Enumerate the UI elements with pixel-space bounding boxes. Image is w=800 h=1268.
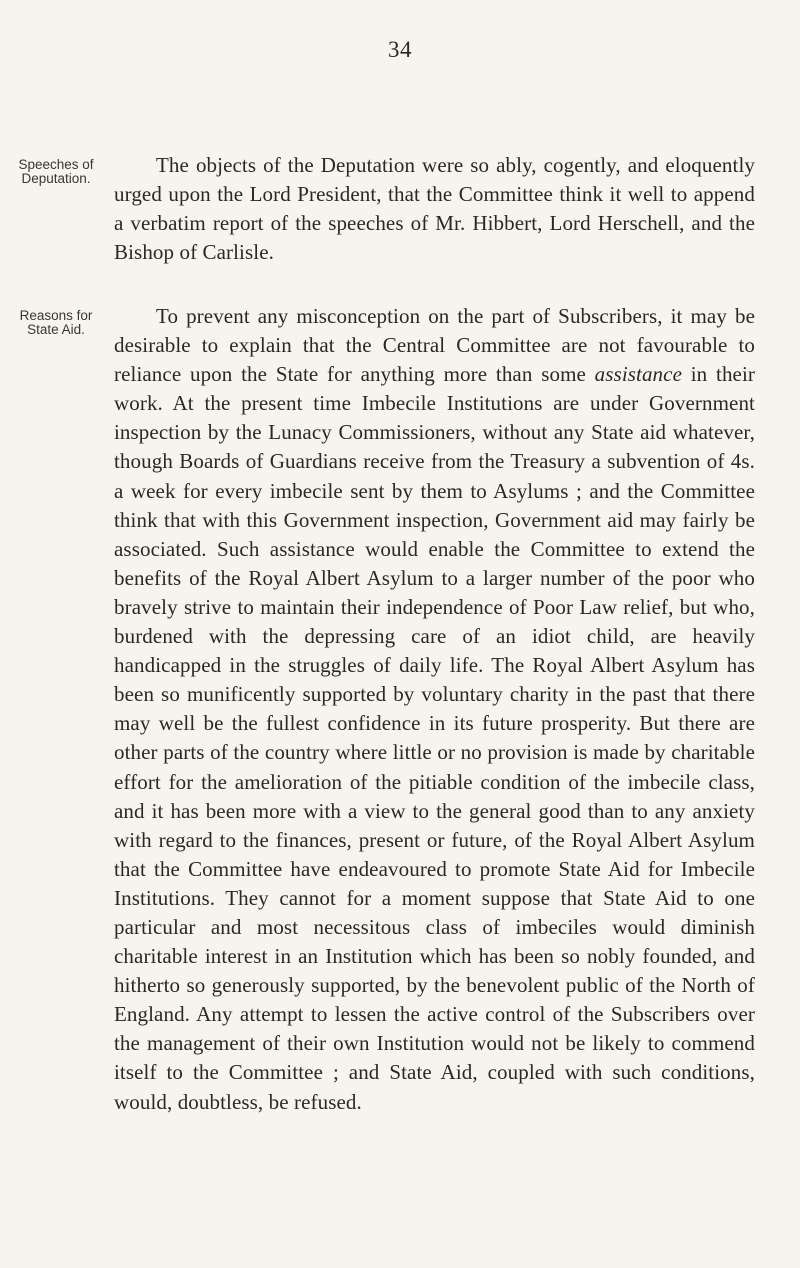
sidenote-line: Deputation. xyxy=(21,171,91,186)
paragraph-text-before: To prevent any misconception on the part of Subscribers, it may be desirable to explain that the Central Committee are not favourable to reliance upon the State for anything more than some xyxy=(114,304,755,387)
page-number: 34 xyxy=(388,37,412,62)
paragraph-speeches-of-deputation: The objects of the Deputation were so ably, cogently, and eloquently urged upon the Lord President, that the Committee think it well to append a verbatim report of the speeches of Mr. Hibbert, Lord Herschell, and the Bishop of Carlisle. xyxy=(114,153,755,265)
paragraph-text-after: in their work. At the present time Imbecile Institutions are under Government inspection by the Lunacy Commissioners, without any State aid whatever, though Boards of Guardians receive from the Treasury a subvention of 4s. a week for every imbecile sent by them to Asylums ; and the Committee think that with this Government inspection, Government aid may fairly be associated. Such assistance would enable the Committee to extend the benefits of the Royal Albert Asylum to a larger number of the poor who bravely strive to maintain their independence of Poor Law relief, but who, burdened with the depressing care of an idiot child, are heavily handicapped in the struggles of daily life. The Royal Albert Asylum has been so munificently supported by voluntary charity in the past that there may well be the fullest confidence in its future prosperity. But there are other parts of the country where little or no provision is made by charitable effort for the amelioration of the pitiable condition of the imbecile class, and it has been more with a view to the general good than to any anxiety with regard to the finances, present or future, of the Royal Albert Asylum that the Committee have endeavoured to promote State Aid for Imbecile Institutions. They cannot for a moment suppose that State Aid to one particular and most necessitous class of imbeciles would diminish charitable interest in an Institution which has been so nobly founded, and hitherto so generously supported, by the benevolent public of the North of England. Any attempt to lessen the active control of the Subscribers over the management of their own Institution would not be likely to commend itself to the Committee ; and State Aid, coupled with such conditions, would, doubtless, be refused. xyxy=(114,362,755,1114)
emphasis-assistance: assistance xyxy=(594,362,682,387)
sidenote-speeches-of-deputation xyxy=(8,158,104,186)
sidenote-line: State Aid. xyxy=(27,322,85,337)
sidenote-reasons-for-state-aid xyxy=(8,309,104,337)
sidenote-line: Reasons for xyxy=(19,308,93,323)
paragraph-reasons-for-state-aid xyxy=(114,302,755,1117)
sidenote-line: Speeches of xyxy=(18,157,94,172)
